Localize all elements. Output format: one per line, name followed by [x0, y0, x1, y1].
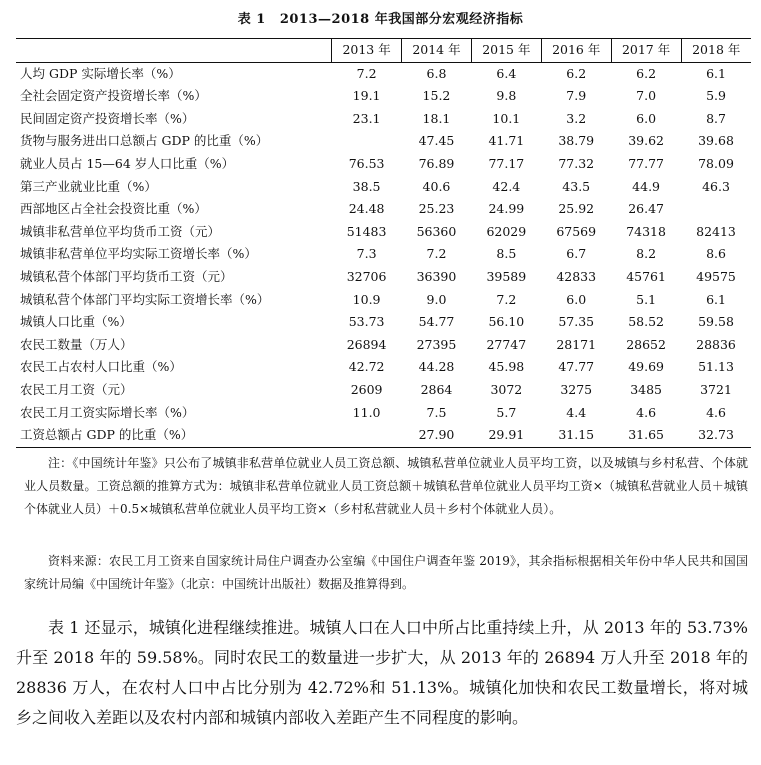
cell-value: 77.32: [558, 155, 595, 171]
row-label: 货物与服务进出口总额占 GDP 的比重（%）: [20, 133, 269, 149]
cell-value: 45761: [626, 268, 666, 284]
cell-value: [332, 130, 402, 153]
row-label: 城镇私营个体部门平均实际工资增长率（%）: [20, 291, 270, 307]
cell-value: 25.92: [558, 201, 595, 217]
cell-value: 27747: [486, 336, 527, 352]
table-row: [16, 153, 751, 176]
cell-value: 42.72: [348, 359, 385, 375]
header-year-2013: 2013 年: [332, 39, 402, 63]
cell-value: 51483: [346, 223, 387, 239]
cell-value: 7.0: [636, 88, 657, 104]
row-label: 城镇非私营单位平均实际工资增长率（%）: [20, 246, 257, 262]
table-caption: [0, 8, 761, 27]
row-label: 城镇非私营单位平均货币工资（元）: [20, 223, 221, 239]
cell-value: 45.98: [488, 359, 525, 375]
cell-value: 5.9: [706, 88, 726, 104]
row-label: 农民工月工资实际增长率（%）: [20, 404, 195, 420]
cell-value: 3721: [700, 381, 732, 397]
cell-value: 38.79: [558, 133, 595, 149]
cell-value: 6.7: [566, 246, 587, 262]
cell-value: 29.91: [471, 424, 541, 447]
cell-value: 26.47: [628, 201, 664, 217]
cell-value: 76.89: [418, 155, 455, 171]
cell-value: 39.62: [628, 133, 664, 149]
row-label: 第三产业就业比重（%）: [20, 178, 157, 194]
cell-value: 56360: [416, 223, 457, 239]
cell-value: 36390: [416, 268, 457, 284]
cell-value: 6.0: [636, 110, 657, 126]
cell-value: 15.2: [422, 88, 451, 104]
cell-value: 67569: [556, 223, 597, 239]
row-label: 全社会固定资产投资增长率（%）: [20, 88, 207, 104]
cell-value: 28836: [696, 336, 736, 352]
table-row: [16, 266, 751, 289]
cell-value: 4.6: [706, 404, 726, 420]
table-row: [16, 379, 751, 402]
cell-value: 6.1: [706, 291, 726, 307]
cell-value: 27395: [416, 336, 457, 352]
row-label: 农民工占农村人口比重（%）: [20, 359, 182, 375]
cell-value: [332, 424, 402, 447]
row-label: 农民工月工资（元）: [20, 381, 133, 397]
cell-value: [681, 198, 751, 221]
note-text: 注：《中国统计年鉴》只公布了城镇非私营单位就业人员工资总额、城镇私营单位就业人员平均工资，以及城镇与乡村私营、个体就业人员数量。工资总额的推算方式为：城镇非私营单位就业人员工资总额＋城镇私营单位就业人员平均工资×（城镇私营就业人员＋城镇个体就业人员）＋0.5×城镇私营单位就业人员平均工资×（乡村私营就业人员＋乡村个体就业人员）。: [24, 456, 748, 516]
cell-value: 7.3: [356, 246, 377, 262]
cell-value: 46.3: [702, 178, 730, 194]
body-paragraph: [16, 613, 748, 733]
table-title: 2013—2018 年我国部分宏观经济指标: [279, 12, 524, 27]
cell-value: 51.13: [698, 359, 734, 375]
cell-value: 76.53: [348, 155, 385, 171]
cell-value: 27.90: [402, 424, 472, 447]
table-row: [16, 311, 751, 334]
cell-value: 42.4: [492, 178, 521, 194]
cell-value: 77.17: [488, 155, 525, 171]
cell-value: 8.5: [496, 246, 517, 262]
table-note: [24, 452, 748, 521]
cell-value: 3.2: [566, 110, 587, 126]
cell-value: 74318: [626, 223, 666, 239]
table-source: [24, 550, 748, 596]
cell-value: 77.77: [628, 155, 664, 171]
cell-value: 56.10: [488, 314, 525, 330]
table-row: [16, 289, 751, 312]
header-year-2015: 2015 年: [471, 39, 541, 63]
cell-value: 32706: [346, 268, 387, 284]
cell-value: 39.68: [698, 133, 734, 149]
cell-value: 31.65: [611, 424, 681, 447]
cell-value: 62029: [486, 223, 527, 239]
cell-value: 10.9: [352, 291, 381, 307]
table-row: [16, 221, 751, 244]
cell-value: 6.0: [566, 291, 587, 307]
cell-value: 7.2: [356, 65, 377, 81]
cell-value: 40.6: [422, 178, 451, 194]
header-corner: [16, 39, 332, 63]
cell-value: 24.99: [488, 201, 525, 217]
cell-value: 24.48: [348, 201, 385, 217]
cell-value: 39589: [486, 268, 527, 284]
row-label: 人均 GDP 实际增长率（%）: [20, 65, 181, 81]
row-label: 就业人员占 15—64 岁人口比重（%）: [20, 155, 235, 171]
table-row: [16, 62, 751, 85]
cell-value: 54.77: [418, 314, 455, 330]
header-year-2017: 2017 年: [611, 39, 681, 63]
cell-value: 23.1: [352, 110, 381, 126]
cell-value: 59.58: [698, 314, 734, 330]
cell-value: 44.9: [632, 178, 661, 194]
cell-value: 11.0: [352, 404, 381, 420]
cell-value: 28652: [626, 336, 666, 352]
cell-value: 3485: [630, 381, 662, 397]
cell-value: 57.35: [558, 314, 595, 330]
row-label: 城镇人口比重（%）: [20, 314, 132, 330]
cell-value: 7.5: [426, 404, 447, 420]
cell-value: 7.2: [426, 246, 447, 262]
header-year-2016: 2016 年: [541, 39, 611, 63]
cell-value: 9.0: [426, 291, 447, 307]
table-body: [16, 62, 751, 447]
table-header-row: [16, 39, 751, 63]
header-year-2018: 2018 年: [681, 39, 751, 63]
header-year-2014: 2014 年: [402, 39, 472, 63]
cell-value: 31.15: [541, 424, 611, 447]
row-label: 民间固定资产投资增长率（%）: [20, 110, 195, 126]
table-row: [16, 198, 751, 221]
cell-value: 19.1: [352, 88, 381, 104]
table-row: [16, 85, 751, 108]
cell-value: 7.2: [496, 291, 517, 307]
cell-value: 8.7: [706, 110, 726, 126]
table-row: [16, 243, 751, 266]
cell-value: 49.69: [628, 359, 664, 375]
table-row: [16, 176, 751, 199]
cell-value: 32.73: [681, 424, 751, 447]
row-label: 农民工数量（万人）: [20, 336, 133, 352]
cell-value: 6.8: [426, 65, 447, 81]
table-row: [16, 424, 751, 447]
cell-value: 6.4: [496, 65, 517, 81]
cell-value: 5.7: [496, 404, 517, 420]
cell-value: 4.6: [636, 404, 657, 420]
cell-value: 82413: [696, 223, 736, 239]
cell-value: 6.2: [566, 65, 587, 81]
cell-value: 18.1: [422, 110, 451, 126]
row-label: 西部地区占全社会投资比重（%）: [20, 201, 207, 217]
cell-value: 25.23: [418, 201, 455, 217]
cell-value: 7.9: [566, 88, 587, 104]
cell-value: 47.77: [558, 359, 595, 375]
cell-value: 8.2: [636, 246, 657, 262]
table-row: [16, 130, 751, 153]
cell-value: 4.4: [566, 404, 587, 420]
table-row: [16, 356, 751, 379]
source-text: 资料来源：农民工月工资来自国家统计局住户调查办公室编《中国住户调查年鉴 2019》，其余指标根据相关年份中华人民共和国国家统计局编《中国统计年鉴》（北京：中国统计出版社）数据及推算得到。: [24, 554, 748, 591]
cell-value: 5.1: [636, 291, 657, 307]
cell-value: 53.73: [348, 314, 385, 330]
cell-value: 6.1: [706, 65, 726, 81]
row-label: 城镇私营个体部门平均货币工资（元）: [20, 268, 233, 284]
cell-value: 41.71: [488, 133, 525, 149]
table-row: [16, 334, 751, 357]
cell-value: 43.5: [562, 178, 591, 194]
table-row: [16, 108, 751, 131]
cell-value: 10.1: [492, 110, 521, 126]
cell-value: 3072: [490, 381, 523, 397]
table-number: 表 1: [237, 12, 266, 27]
cell-value: 49575: [696, 268, 736, 284]
cell-value: 6.2: [636, 65, 657, 81]
row-label: 工资总额占 GDP 的比重（%）: [16, 424, 332, 447]
cell-value: 26894: [346, 336, 387, 352]
table-row: [16, 402, 751, 425]
cell-value: 78.09: [698, 155, 734, 171]
cell-value: 38.5: [352, 178, 381, 194]
cell-value: 47.45: [418, 133, 455, 149]
cell-value: 2864: [420, 381, 453, 397]
cell-value: 28171: [556, 336, 597, 352]
cell-value: 8.6: [706, 246, 726, 262]
cell-value: 9.8: [496, 88, 517, 104]
cell-value: 42833: [556, 268, 597, 284]
cell-value: 58.52: [628, 314, 664, 330]
cell-value: 44.28: [418, 359, 455, 375]
cell-value: 2609: [350, 381, 383, 397]
cell-value: 3275: [560, 381, 593, 397]
macro-indicators-table: [16, 38, 751, 448]
body-text: 表 1 还显示，城镇化进程继续推进。城镇人口在人口中所占比重持续上升，从 2013 年的 53.73%升至 2018 年的 59.58%。同时农民工的数量进一步扩大，从 2013 年的 26894 万人升至 2018 年的 28836 万人，在农村人口中占比分别为 42.72%和 51.13%。城镇化加快和农民工数量增长，将对城乡之间收入差距以及农村内部和城镇内部收入差距产生不同程度的影响。: [16, 618, 748, 727]
